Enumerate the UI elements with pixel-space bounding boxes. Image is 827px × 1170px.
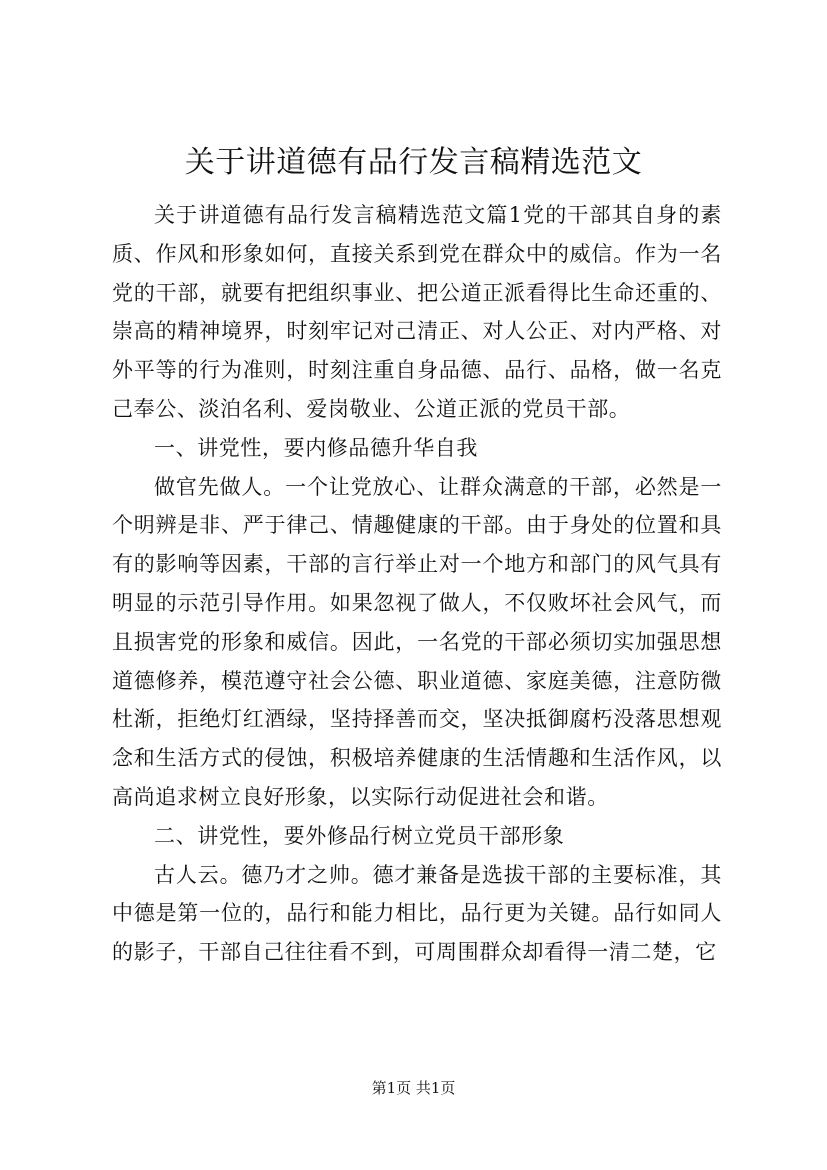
document-title: 关于讲道德有品行发言稿精选范文 [184, 145, 643, 180]
section-heading-1: 一、讲党性，要内修品德升华自我 [154, 435, 478, 460]
paragraph-section-2: 古人云。德乃才之帅。德才兼备是选拔干部的主要标准，其中德是第一位的，品行和能力相比，品行更为关键。品行如同人的影子，干部自己往往看不到，可周围群众却看得一清二楚，它 [112, 862, 722, 965]
page-number-footer: 第1页 共1页 [371, 1079, 456, 1097]
document-body [112, 196, 722, 972]
paragraph-intro: 关于讲道德有品行发言稿精选范文篇1党的干部其自身的素质、作风和形象如何，直接关系到党在群众中的威信。作为一名党的干部，就要有把组织事业、把公道正派看得比生命还重的、崇高的精神境界，时刻牢记对己清正、对人公正、对内严格、对外平等的行为准则，时刻注重自身品德、品行、品格，做一名克己奉公、淡泊名利、爱岗敬业、公道正派的党员干部。 [112, 203, 722, 421]
section-heading-2: 二、讲党性，要外修品行树立党员干部形象 [154, 823, 565, 848]
paragraph-section-1: 做官先做人。一个让党放心、让群众满意的干部，必然是一个明辨是非、严于律己、情趣健康的干部。由于身处的位置和具有的影响等因素，干部的言行举止对一个地方和部门的风气具有明显的示范引导作用。如果忽视了做人，不仅败坏社会风气，而且损害党的形象和威信。因此，一名党的干部必须切实加强思想道德修养，模范遵守社会公德、职业道德、家庭美德，注意防微杜渐，拒绝灯红酒绿，坚持择善而交，坚决抵御腐朽没落思想观念和生活方式的侵蚀，积极培养健康的生活情趣和生活作风，以高尚追求树立良好形象，以实际行动促进社会和谐。 [112, 474, 722, 809]
